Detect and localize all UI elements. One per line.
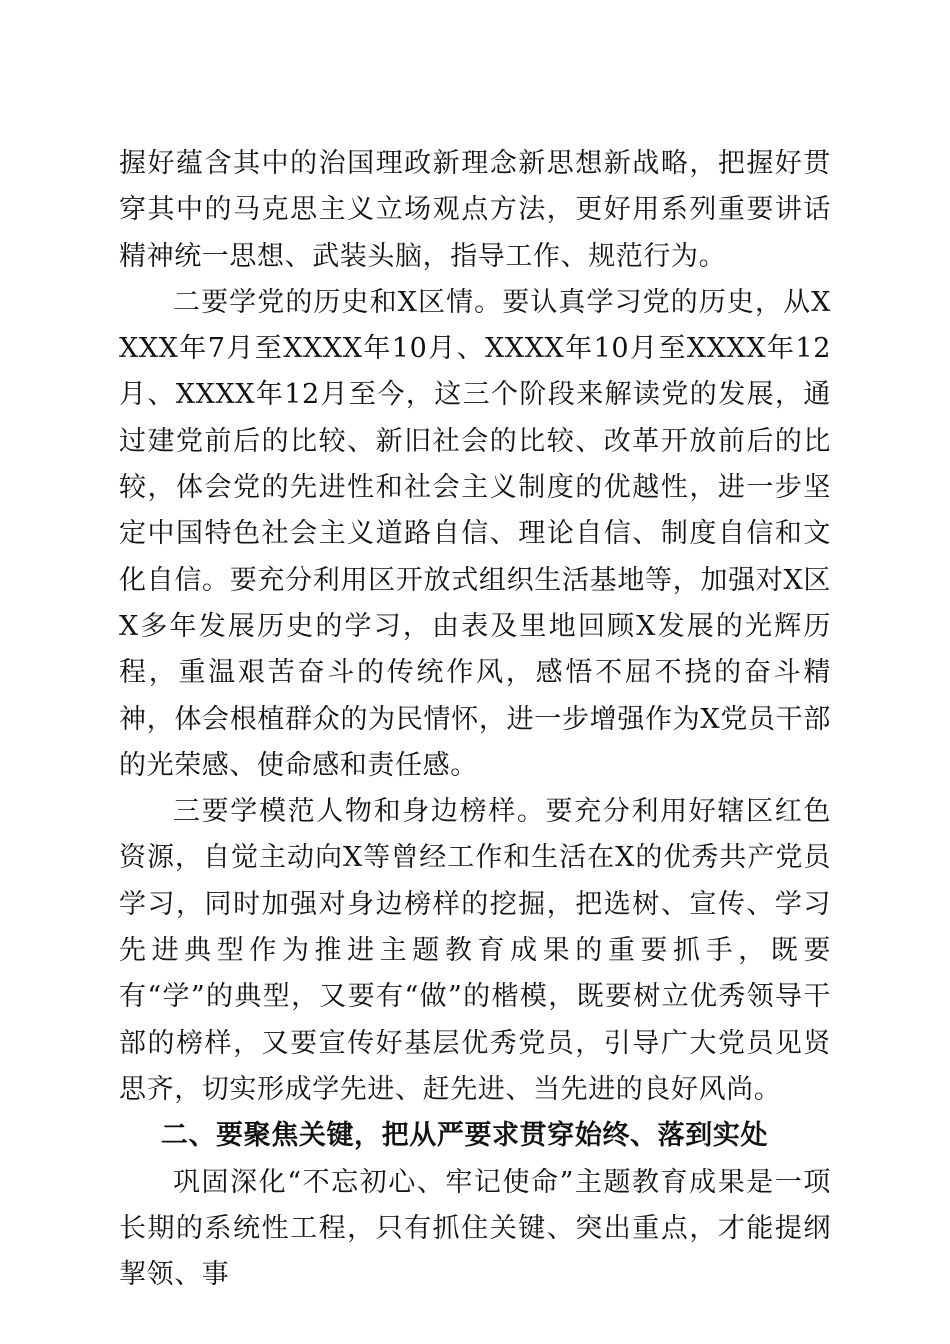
section-heading: 二、要聚焦关键，把从严要求贯穿始终、落到实处 — [160, 1120, 769, 1152]
paragraph-section-intro: 巩固深化“不忘初心、牢记使命”主题教育成果是一项长期的系统性工程，只有抓住关键、突出重点，才能提纲挈领、事 — [119, 1166, 831, 1291]
paragraph-continuation: 握好蕴含其中的治国理政新理念新思想新战略，把握好贯穿其中的马克思主义立场观点方法，更好用系列重要讲话精神统一思想、武装头脑，指导工作、规范行为。 — [119, 148, 831, 272]
document-body — [119, 141, 831, 1298]
paragraph-party-history: 二要学党的历史和X区情。要认真学习党的历史，从XXXX年7月至XXXX年10月、XXXX年10月至XXXX年12月、XXXX年12月至今，这三个阶段来解读党的发展，通过建党前后的比较、新旧社会的比较、改革开放前后的比较，体会党的先进性和社会主义制度的优越性，进一步坚定中国特色社会主义道路自信、理论自信、制度自信和文化自信。要充分利用区开放式组织生活基地等，加强对X区X多年发展历史的学习，由表及里地回顾X发展的光辉历程，重温艰苦奋斗的传统作风，感悟不屈不挠的奋斗精神，体会根植群众的为民情怀，进一步增强作为X党员干部的光荣感、使命感和责任感。 — [119, 286, 831, 781]
paragraph-role-models: 三要学模范人物和身边榜样。要充分利用好辖区红色资源，自觉主动向X等曾经工作和生活在X的优秀共产党员学习，同时加强对身边榜样的挖掘，把选树、宣传、学习先进典型作为推进主题教育成果的重要抓手，既要有“学”的典型，又要有“做”的楷模，既要树立优秀领导干部的榜样，又要宣传好基层优秀党员，引导广大党员见贤思齐，切实形成学先进、赶先进、当先进的良好风尚。 — [119, 796, 831, 1105]
